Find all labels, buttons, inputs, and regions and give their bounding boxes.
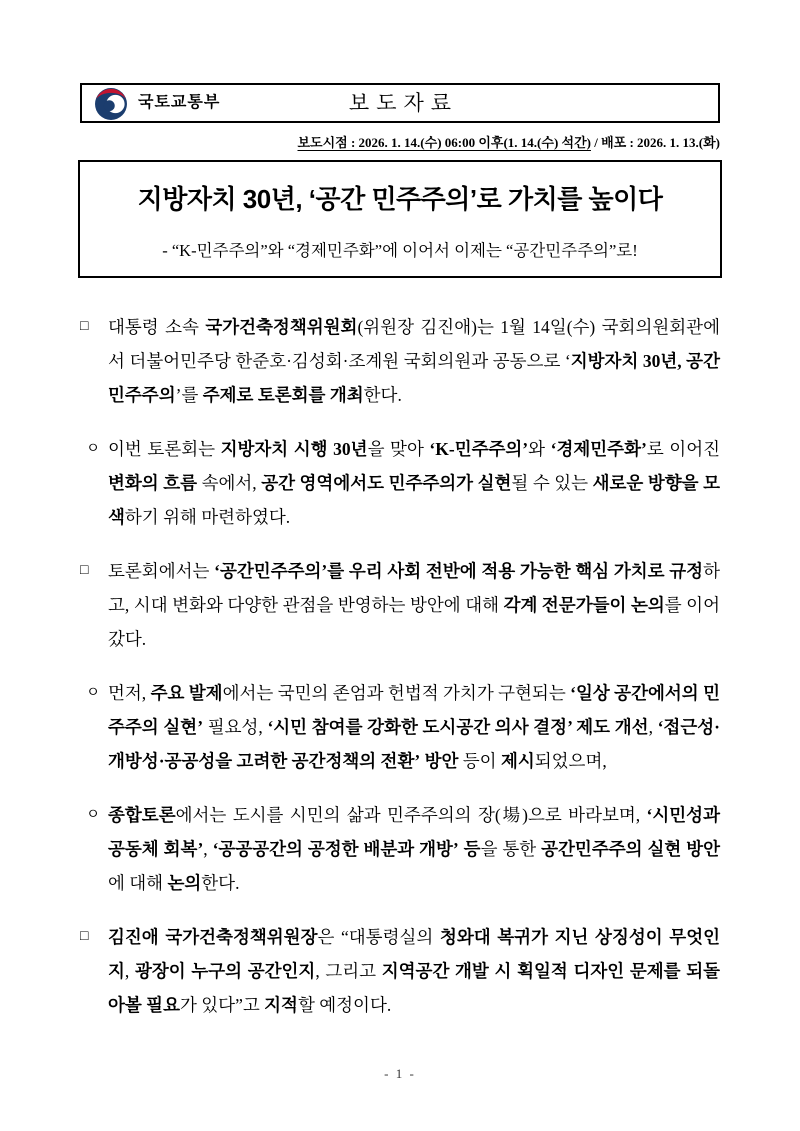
paragraph (80, 798, 720, 900)
page-title: 지방자치 30년, ‘공간 민주주의’로 가치를 높이다 (137, 184, 663, 214)
release-info (298, 132, 721, 151)
distribution-date: / 배포 : 2026. 1. 13.(화) (590, 135, 720, 150)
bullet: ㅇ (86, 807, 101, 823)
document-body (80, 310, 720, 1042)
paragraph (80, 554, 720, 656)
paragraph-text: 종합토론에서는 도시를 시민의 삶과 민주주의의 장(場)으로 바라보며, ‘시민성과 공동체 회복’, ‘공공공간의 공정한 배분과 개방’ 등을 통한 공간민주주의 실현 방안에 대해 논의한다. (108, 805, 721, 893)
ministry-name: 국토교통부 (138, 94, 221, 111)
paragraph (80, 920, 720, 1022)
bullet: □ (80, 929, 89, 944)
paragraph-text: 김진애 국가건축정책위원장은 “대통령실의 청와대 복귀가 지닌 상징성이 무엇인지, 광장이 누구의 공간인지, 그리고 지역공간 개발 시 획일적 디자인 문제를 되돌아볼 필요가 있다”고 지적할 예정이다. (108, 927, 721, 1015)
release-time: 보도시점 : 2026. 1. 14.(수) 06:00 이후(1. 14.(수) 석간) (297, 135, 591, 150)
title-box (78, 160, 722, 278)
page-number: - 1 - (384, 1066, 416, 1081)
paragraph (80, 432, 720, 534)
paragraph (80, 676, 720, 778)
page-subtitle: - “K-민주주의”와 “경제민주화”에 이어서 이제는 “공간민주주의”로! (162, 241, 638, 260)
bullet: ㅇ (86, 685, 101, 701)
bullet: ㅇ (86, 441, 101, 457)
paragraph-text: 먼저, 주요 발제에서는 국민의 존엄과 헌법적 가치가 구현되는 ‘일상 공간에서의 민주주의 실현’ 필요성, ‘시민 참여를 강화한 도시공간 의사 결정’ 제도 개선, ‘접근성·개방성·공공성을 고려한 공간정책의 전환’ 방안 등이 제시되었으며, (108, 683, 720, 771)
paragraph-text: 토론회에서는 ‘공간민주주의’를 우리 사회 전반에 적용 가능한 핵심 가치로 규정하고, 시대 변화와 다양한 관점을 반영하는 방안에 대해 각계 전문가들이 논의를 이어갔다. (108, 561, 720, 649)
bullet: □ (80, 319, 89, 334)
header-box (80, 83, 720, 123)
document-type-label: 보도자료 (348, 91, 459, 115)
paragraph-text: 대통령 소속 국가건축정책위원회(위원장 김진애)는 1월 14일(수) 국회의원회관에서 더불어민주당 한준호·김성회·조계원 국회의원과 공동으로 ‘지방자치 30년, 공간민주주의’를 주제로 토론회를 개최한다. (108, 317, 720, 405)
paragraph-text: 이번 토론회는 지방자치 시행 30년을 맞아 ‘K-민주주의’와 ‘경제민주화’로 이어진 변화의 흐름 속에서, 공간 영역에서도 민주주의가 실현될 수 있는 새로운 방향을 모색하기 위해 마련하였다. (108, 439, 721, 527)
bullet: □ (80, 563, 89, 578)
paragraph (80, 310, 720, 412)
